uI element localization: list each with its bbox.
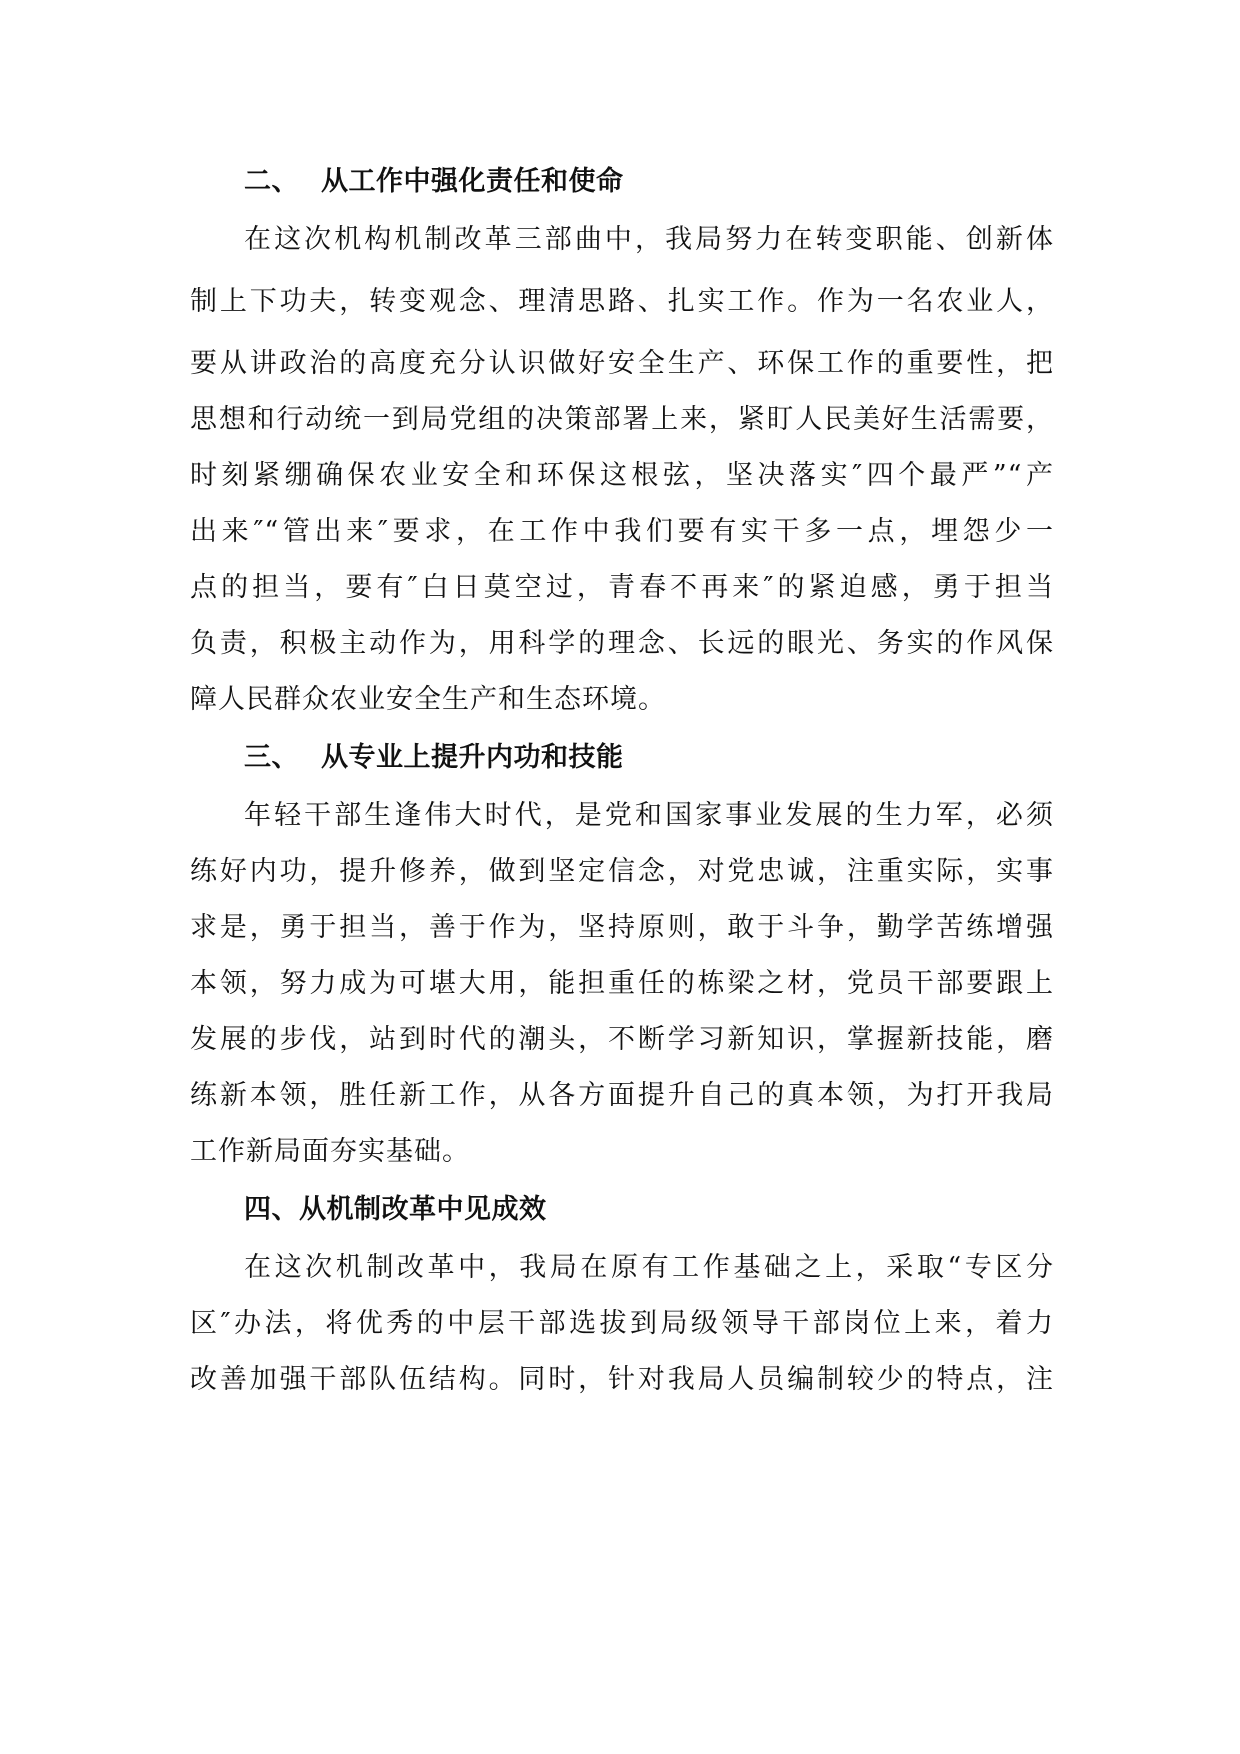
paragraph-line: 练新本领，胜任新工作，从各方面提升自己的真本领，为打开我局: [190, 1080, 1054, 1111]
paragraph-line: 求是，勇于担当，善于作为，坚持原则，敢于斗争，勤学苦练增强: [190, 912, 1054, 943]
paragraph-line: 改善加强干部队伍结构。同时，针对我局人员编制较少的特点，注: [190, 1364, 1054, 1395]
paragraph-line: 时刻紧绷确保农业安全和环保这根弦，坚决落实″四个最严”“产: [190, 460, 1054, 491]
paragraph-line: 在这次机构机制改革三部曲中，我局努力在转变职能、创新体: [244, 224, 1054, 255]
paragraph-line: 练好内功，提升修养，做到坚定信念，对党忠诚，注重实际，实事: [190, 856, 1054, 887]
document-body: [190, 152, 1054, 1408]
paragraph-line: 本领，努力成为可堪大用，能担重任的栋梁之材，党员干部要跟上: [190, 968, 1054, 999]
section-heading-2: [190, 152, 1054, 212]
section-title: 从工作中强化责任和使命: [321, 166, 624, 197]
section-title: 从机制改革中见成效: [299, 1194, 547, 1225]
paragraph-line: 制上下功夫，转变观念、理清思路、扎实工作。作为一名农业人，: [190, 286, 1054, 317]
paragraph-line: 思想和行动统一到局党组的决策部署上来，紧盯人民美好生活需要，: [190, 404, 1054, 435]
paragraph-line: 负责，积极主动作为，用科学的理念、长远的眼光、务实的作风保: [190, 628, 1054, 659]
paragraph-line: 工作新局面夯实基础。: [190, 1136, 470, 1167]
paragraph-line: 要从讲政治的高度充分认识做好安全生产、环保工作的重要性，把: [190, 348, 1054, 379]
paragraph-line: 点的担当，要有″白日莫空过，青春不再来″的紧迫感，勇于担当: [190, 572, 1054, 603]
paragraph-line: 障人民群众农业安全生产和生态环境。: [190, 684, 666, 715]
section-number: 四、: [244, 1194, 299, 1225]
paragraph-line: 年轻干部生逢伟大时代，是党和国家事业发展的生力军，必须: [244, 800, 1054, 831]
section-heading-3: [190, 728, 1054, 788]
section-number: 三、: [244, 742, 299, 773]
section-paragraph-4: [190, 1240, 1054, 1408]
section-paragraph-2: [190, 212, 1054, 728]
paragraph-line: 出来″“管出来″要求，在工作中我们要有实干多一点，埋怨少一: [190, 516, 1054, 547]
paragraph-line: 区″办法，将优秀的中层干部选拔到局级领导干部岗位上来，着力: [190, 1308, 1054, 1339]
section-paragraph-3: [190, 788, 1054, 1180]
paragraph-line: 发展的步伐，站到时代的潮头，不断学习新知识，掌握新技能，磨: [190, 1024, 1054, 1055]
paragraph-line: 在这次机制改革中，我局在原有工作基础之上，采取“专区分: [244, 1252, 1054, 1283]
section-heading-4: [190, 1180, 1054, 1240]
section-title: 从专业上提升内功和技能: [321, 742, 624, 773]
section-number: 二、: [244, 166, 299, 197]
